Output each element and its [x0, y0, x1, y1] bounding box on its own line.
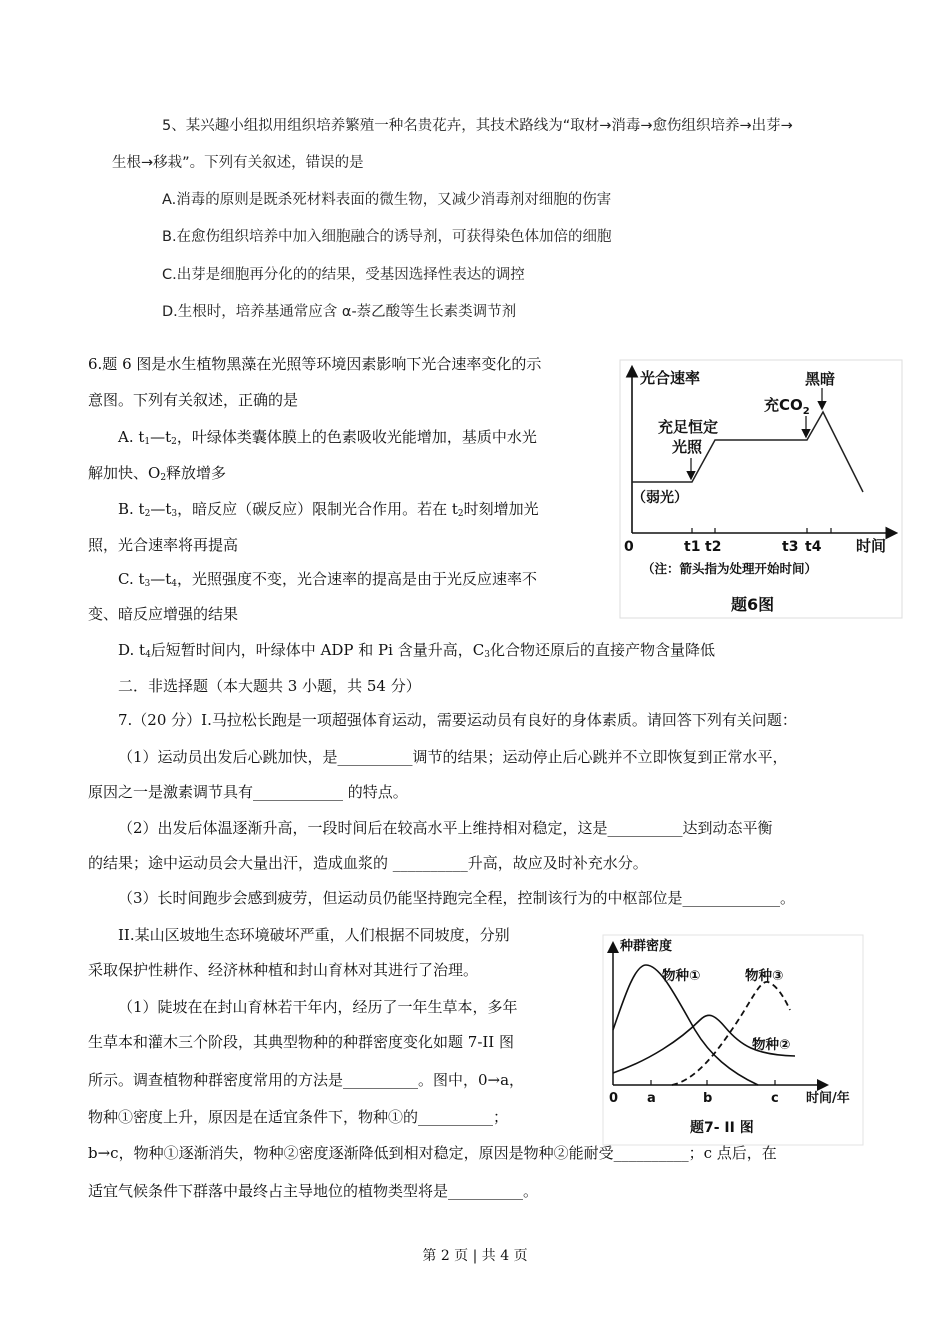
- q7-line11: 所示。调查植物种群密度常用的方法是__________。图中，0→a，: [88, 1071, 525, 1089]
- fig6-tick-label-t3: t3: [782, 539, 799, 555]
- q7-line2: （1）运动员出发后心跳加快，是__________调节的结果；运动停止后心跳并不立即恢复到正常水平，: [118, 748, 788, 766]
- q5-option-b: B.在愈伤组织培养中加入细胞融合的诱导剂，可获得染色体加倍的细胞: [162, 229, 612, 245]
- q7-line5: 的结果；途中运动员会大量出汗，造成血浆的 __________升高，故应及时补充水分。: [88, 854, 648, 872]
- q5-option-a: A.消毒的原则是既杀死材料表面的微生物，又减少消毒剂对细胞的伤害: [162, 192, 612, 208]
- q7-line7: II.某山区坡地生态环境破坏严重，人们根据不同坡度，分别: [118, 926, 510, 944]
- fig6-caption: 题6图: [731, 595, 775, 614]
- section-heading: 二．非选择题（本大题共 3 小题，共 54 分）: [118, 677, 421, 695]
- fig6-ann-weak: （弱光）: [632, 490, 688, 506]
- fig6-tick-label-t4: t4: [805, 539, 822, 555]
- page-footer: 第 2 页 | 共 4 页: [422, 1248, 528, 1264]
- q6-option-c-line2: 变、暗反应增强的结果: [88, 605, 239, 623]
- figure-7-frame: [603, 935, 863, 1145]
- fig7-tick-label-b: b: [703, 1091, 713, 1106]
- q7-line6: （3）长时间跑步会感到疲劳，但运动员仍能坚持跑完全程，控制该行为的中枢部位是_____________。: [118, 889, 796, 907]
- q5-option-d: D.生根时，培养基通常应含 α-萘乙酸等生长素类调节剂: [162, 304, 517, 320]
- q6-option-c-line1: C. $t_3—t_4$，光照强度不变，光合速率的提高是由于光反应速率不: [118, 570, 538, 589]
- q7-line10: 生草本和灌木三个阶段，其典型物种的种群密度变化如题 7-II 图: [88, 1033, 515, 1051]
- figure-6-frame: [620, 360, 902, 618]
- q7-line12: 物种①密度上升，原因是在适宜条件下，物种①的__________；: [88, 1108, 509, 1126]
- q5-option-c: C.出芽是细胞再分化的的结果，受基因选择性表达的调控: [162, 267, 525, 283]
- fig7-tick-label-a: a: [647, 1091, 656, 1106]
- fig6-ann-light2: 光照: [672, 438, 703, 456]
- fig6-origin: 0: [624, 539, 634, 555]
- q7-line1: 7.（20 分）I.马拉松长跑是一项超强体育运动，需要运动员有良好的身体素质。请回答下列有关问题：: [118, 711, 797, 729]
- q7-line3: 原因之一是激素调节具有____________ 的特点。: [88, 783, 408, 801]
- fig7-label-species3: 物种③: [745, 968, 784, 984]
- fig6-tick-label-t1: t1: [684, 539, 701, 555]
- fig7-species1-curve: [613, 965, 758, 1085]
- q5-stem-line2: 生根→移栽”。下列有关叙述，错误的是: [112, 155, 364, 171]
- q6-option-d: D. $t_4$后短暂时间内，叶绿体中 ADP 和 Pi 含量升高，$C_3$化合物还原后的直接产物含量降低: [118, 641, 715, 660]
- fig6-note: （注：箭头指为处理开始时间）: [642, 561, 818, 576]
- fig6-x-label: 时间: [856, 537, 887, 555]
- q6-stem-line1: 6.题 6 图是水生植物黑藻在光照等环境因素影响下光合速率变化的示: [88, 355, 542, 373]
- fig7-y-label: 种群密度: [620, 939, 673, 954]
- fig6-ann-co2: 充$CO_2$: [764, 396, 810, 417]
- fig6-ann-light1: 充足恒定: [658, 418, 719, 436]
- fig6-ann-dark: 黑暗: [805, 370, 836, 388]
- q6-option-a-line1: A. $t_1—t_2$，叶绿体类囊体膜上的色素吸收光能增加，基质中水光: [118, 428, 537, 447]
- q7-line4: （2）出发后体温逐渐升高，一段时间后在较高水平上维持相对稳定，这是__________达到动态平衡: [118, 819, 773, 837]
- q7-line13: b→c，物种①逐渐消失，物种②密度逐渐降低到相对稳定，原因是物种②能耐受__________；c 点后，在: [88, 1144, 777, 1162]
- fig7-tick-label-c: c: [771, 1091, 779, 1106]
- q7-line14: 适宜气候条件下群落中最终占主导地位的植物类型将是__________。: [88, 1182, 539, 1200]
- q6-option-b-line2: 照，光合速率将再提高: [88, 536, 239, 554]
- q5-stem-line1: 5、某兴趣小组拟用组织培养繁殖一种名贵花卉，其技术路线为“取材→消毒→愈伤组织培养→出芽→: [162, 118, 793, 134]
- fig7-x-label: 时间/年: [806, 1091, 850, 1106]
- figure-7-ii: [603, 935, 863, 1145]
- fig6-rate-curve: [632, 412, 863, 492]
- q7-line9: （1）陡坡在在封山育林若干年内，经历了一年生草本，多年: [118, 998, 518, 1016]
- q6-stem-line2: 意图。下列有关叙述，正确的是: [88, 391, 299, 409]
- fig7-origin: 0: [609, 1091, 619, 1106]
- fig6-y-label: 光合速率: [640, 369, 701, 387]
- q6-option-a-line2: 解加快、$O_2$释放增多: [88, 464, 227, 483]
- q7-line8: 采取保护性耕作、经济林种植和封山育林对其进行了治理。: [88, 961, 479, 979]
- fig7-caption: 题7- II 图: [690, 1120, 754, 1136]
- q6-option-b-line1: B. $t_2—t_3$，暗反应（碳反应）限制光合作用。若在 $t_2$时刻增加光: [118, 500, 539, 519]
- fig7-species2-curve: [613, 1015, 795, 1073]
- figure-6: [620, 360, 902, 618]
- fig7-label-species1: 物种①: [662, 968, 701, 984]
- fig6-tick-label-t2: t2: [705, 539, 722, 555]
- fig7-label-species2: 物种②: [752, 1037, 791, 1053]
- fig7-species3-curve: [672, 982, 790, 1085]
